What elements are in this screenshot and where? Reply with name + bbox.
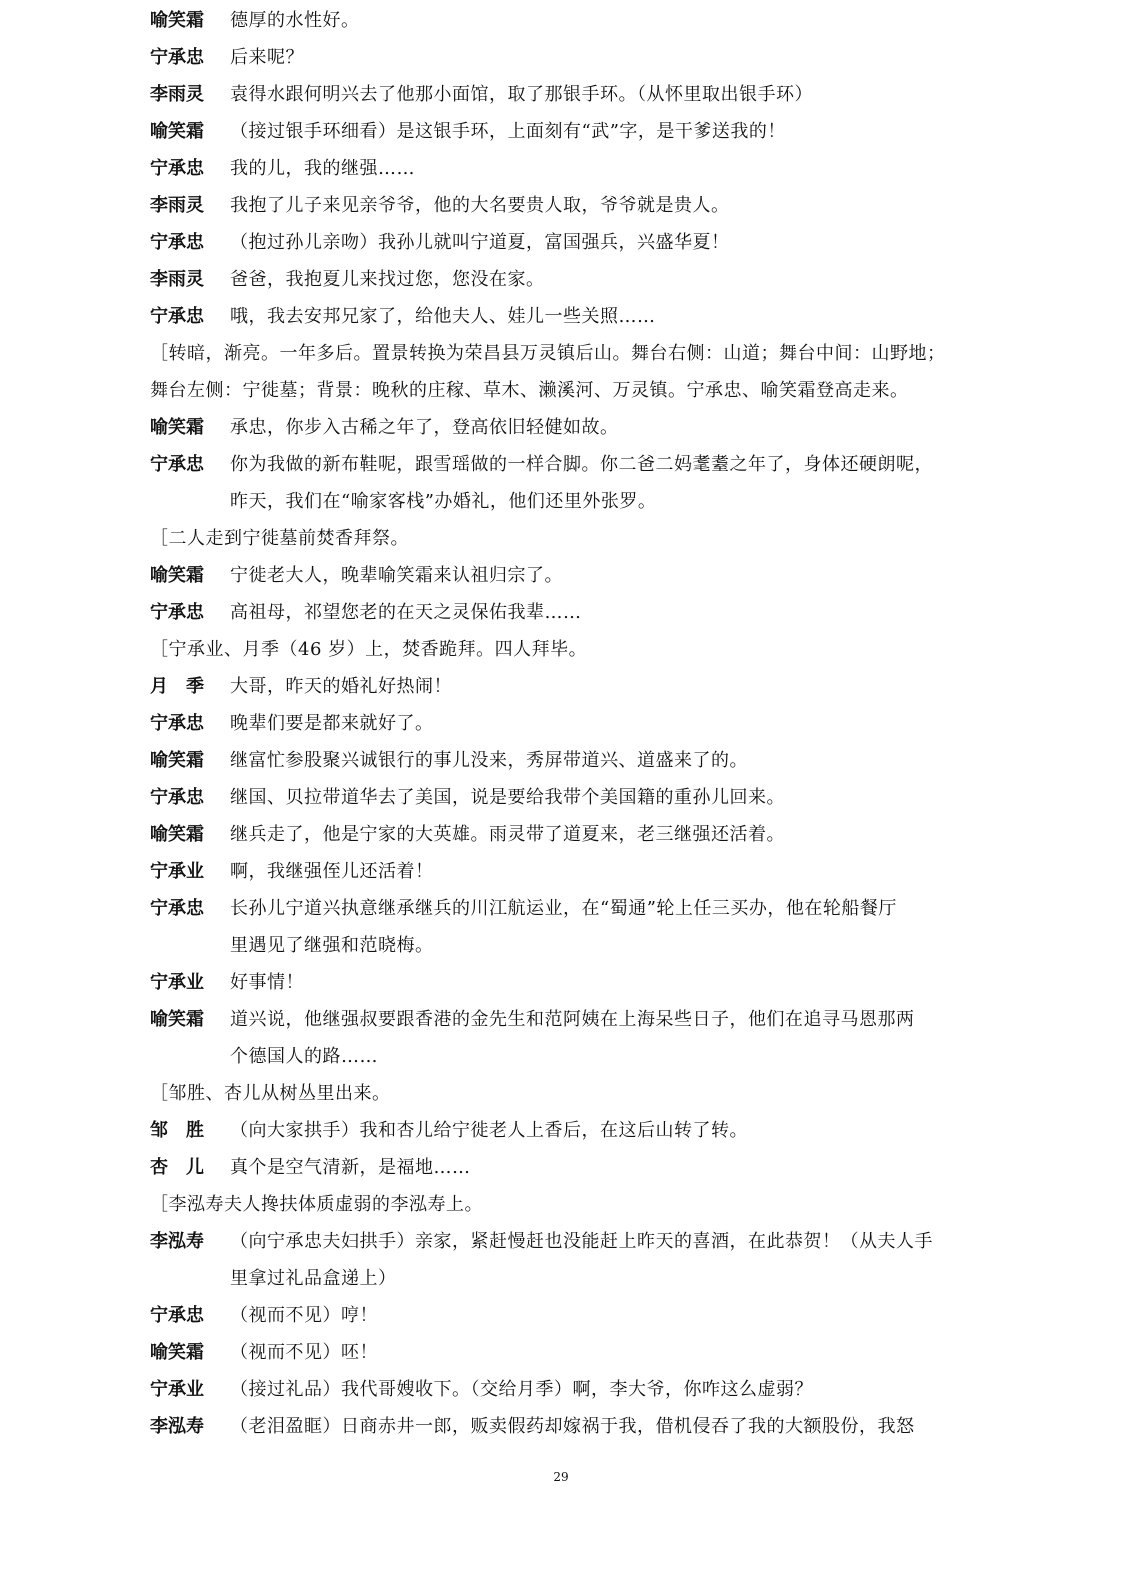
dialogue-line: [150, 187, 970, 224]
stage-direction: 舞台左侧：宁徙墓；背景：晚秋的庄稼、草木、濑溪河、万灵镇。宁承忠、喻笑霜登高走来。: [150, 380, 909, 401]
speaker-name: 宁承业: [150, 861, 204, 882]
speech-text: 后来呢？: [230, 47, 304, 68]
speaker-name: 杏 儿: [150, 1157, 204, 1178]
speech-text: （向大家拱手）我和杏儿给宁徙老人上香后，在这后山转了转。: [230, 1120, 748, 1141]
speech-text: 里遇见了继强和范晓梅。: [230, 935, 434, 956]
script-body: [150, 2, 970, 1445]
dialogue-line: [150, 1001, 970, 1038]
speech-text: 里拿过礼品盒递上）: [230, 1268, 397, 1289]
speaker-name: 喻笑霜: [150, 824, 204, 845]
speaker-name: 李雨灵: [150, 84, 204, 105]
dialogue-line: [150, 1112, 970, 1149]
stage-direction: ［邹胜、杏儿从树丛里出来。: [150, 1083, 391, 1104]
speaker-name: 宁承业: [150, 1379, 204, 1400]
speech-text: 我的儿，我的继强……: [230, 158, 415, 179]
speaker-name: 宁承忠: [150, 713, 204, 734]
speaker-name: 宁承忠: [150, 158, 204, 179]
dialogue-line: [150, 964, 970, 1001]
dialogue-line: [150, 816, 970, 853]
dialogue-line: [150, 1038, 970, 1075]
dialogue-line: [150, 1297, 970, 1334]
speech-text: （接过礼品）我代哥嫂收下。（交给月季）啊，李大爷，你咋这么虚弱？: [230, 1379, 813, 1400]
dialogue-line: [150, 483, 970, 520]
speaker-name: 月 季: [150, 676, 204, 697]
speech-text: 继兵走了，他是宁家的大英雄。雨灵带了道夏来，老三继强还活着。: [230, 824, 785, 845]
dialogue-line: [150, 853, 970, 890]
speaker-name: 李泓寿: [150, 1416, 204, 1437]
dialogue-line: [150, 1260, 970, 1297]
stage-direction: ［转暗，渐亮。一年多后。置景转换为荣昌县万灵镇后山。舞台右侧：山道；舞台中间：山野地；: [150, 343, 946, 364]
speech-text: 道兴说，他继强叔要跟香港的金先生和范阿姨在上海呆些日子，他们在追寻马恩那两: [230, 1009, 915, 1030]
speaker-name: 喻笑霜: [150, 1009, 204, 1030]
dialogue-line: [150, 557, 970, 594]
speech-text: 袁得水跟何明兴去了他那小面馆，取了那银手环。（从怀里取出银手环）: [230, 84, 813, 105]
speech-text: 长孙儿宁道兴执意继承继兵的川江航运业，在“蜀通”轮上任三买办，他在轮船餐厅: [230, 898, 897, 919]
speech-text: 昨天，我们在“喻家客栈”办婚礼，他们还里外张罗。: [230, 491, 657, 512]
speaker-name: 李雨灵: [150, 269, 204, 290]
speaker-name: 喻笑霜: [150, 417, 204, 438]
speech-text: 好事情！: [230, 972, 304, 993]
speaker-name: 喻笑霜: [150, 121, 204, 142]
stage-direction: ［二人走到宁徙墓前焚香拜祭。: [150, 528, 409, 549]
speaker-name: 喻笑霜: [150, 565, 204, 586]
speech-text: 爸爸，我抱夏儿来找过您，您没在家。: [230, 269, 545, 290]
speech-text: 承忠，你步入古稀之年了，登高依旧轻健如故。: [230, 417, 619, 438]
dialogue-line: [150, 261, 970, 298]
dialogue-line: [150, 298, 970, 335]
speaker-name: 宁承忠: [150, 602, 204, 623]
speech-text: 继国、贝拉带道华去了美国，说是要给我带个美国籍的重孙儿回来。: [230, 787, 785, 808]
dialogue-line: [150, 927, 970, 964]
speaker-name: 喻笑霜: [150, 750, 204, 771]
speech-text: （抱过孙儿亲吻）我孙儿就叫宁道夏，富国强兵，兴盛华夏！: [230, 232, 730, 253]
dialogue-line: [150, 1408, 970, 1445]
dialogue-line: [150, 2, 970, 39]
speech-text: （老泪盈眶）日商赤井一郎，贩卖假药却嫁祸于我，借机侵吞了我的大额股份，我怒: [230, 1416, 915, 1437]
dialogue-line: [150, 594, 970, 631]
speaker-name: 宁承忠: [150, 787, 204, 808]
page-number: 29: [553, 1470, 569, 1484]
speech-text: 啊，我继强侄儿还活着！: [230, 861, 434, 882]
speech-text: （视而不见）呸！: [230, 1342, 378, 1363]
speech-text: （接过银手环细看）是这银手环，上面刻有“武”字，是干爹送我的！: [230, 121, 786, 142]
speech-text: （视而不见）哼！: [230, 1305, 378, 1326]
dialogue-line: [150, 150, 970, 187]
stage-direction: ［李泓寿夫人搀扶体质虚弱的李泓寿上。: [150, 1194, 483, 1215]
speech-text: 宁徙老大人，晚辈喻笑霜来认祖归宗了。: [230, 565, 563, 586]
speech-text: 晚辈们要是都来就好了。: [230, 713, 434, 734]
dialogue-line: [150, 705, 970, 742]
dialogue-line: [150, 779, 970, 816]
speech-text: 高祖母，祁望您老的在天之灵保佑我辈……: [230, 602, 582, 623]
speech-text: 德厚的水性好。: [230, 10, 360, 31]
speaker-name: 宁承忠: [150, 306, 204, 327]
speech-text: 哦，我去安邦兄家了，给他夫人、娃儿一些关照……: [230, 306, 656, 327]
speech-text: 大哥，昨天的婚礼好热闹！: [230, 676, 452, 697]
speech-text: 你为我做的新布鞋呢，跟雪瑶做的一样合脚。你二爸二妈耄耋之年了，身体还硬朗呢，: [230, 454, 933, 475]
speaker-name: 宁承业: [150, 972, 204, 993]
dialogue-line: [150, 409, 970, 446]
dialogue-line: [150, 742, 970, 779]
speech-text: 个德国人的路……: [230, 1046, 378, 1067]
speaker-name: 宁承忠: [150, 232, 204, 253]
dialogue-line: [150, 1149, 970, 1186]
speaker-name: 李泓寿: [150, 1231, 204, 1252]
speaker-name: 喻笑霜: [150, 10, 204, 31]
speech-text: 继富忙参股聚兴诚银行的事儿没来，秀屏带道兴、道盛来了的。: [230, 750, 748, 771]
speaker-name: 喻笑霜: [150, 1342, 204, 1363]
dialogue-line: [150, 1334, 970, 1371]
dialogue-line: [150, 446, 970, 483]
dialogue-line: [150, 668, 970, 705]
dialogue-line: [150, 76, 970, 113]
dialogue-line: [150, 1371, 970, 1408]
dialogue-line: [150, 113, 970, 150]
speaker-name: 宁承忠: [150, 1305, 204, 1326]
speaker-name: 宁承忠: [150, 454, 204, 475]
speaker-name: 宁承忠: [150, 898, 204, 919]
stage-direction: ［宁承业、月季（46 岁）上，焚香跪拜。四人拜毕。: [150, 639, 588, 660]
dialogue-line: [150, 224, 970, 261]
dialogue-line: [150, 39, 970, 76]
speech-text: 真个是空气清新，是福地……: [230, 1157, 471, 1178]
speaker-name: 李雨灵: [150, 195, 204, 216]
speaker-name: 宁承忠: [150, 47, 204, 68]
speech-text: （向宁承忠夫妇拱手）亲家，紧赶慢赶也没能赶上昨天的喜酒，在此恭贺！（从夫人手: [230, 1231, 933, 1252]
speaker-name: 邹 胜: [150, 1120, 204, 1141]
dialogue-line: [150, 1223, 970, 1260]
dialogue-line: [150, 890, 970, 927]
speech-text: 我抱了儿子来见亲爷爷，他的大名要贵人取，爷爷就是贵人。: [230, 195, 730, 216]
